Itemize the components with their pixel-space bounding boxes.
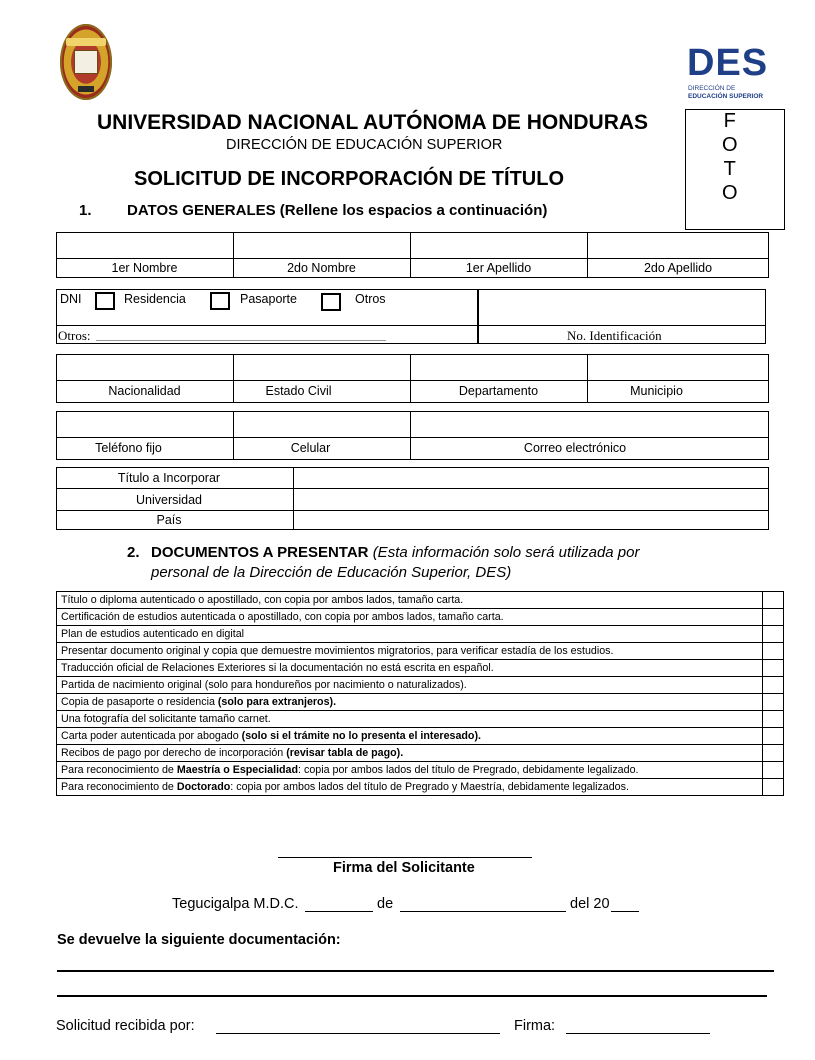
document-row (57, 660, 784, 677)
nationality-input[interactable] (57, 355, 233, 380)
document-text: Certificación de estudios autenticada o apostillado, con copia por ambos lados, tamaño carta. (57, 609, 763, 626)
seal-book (74, 50, 98, 74)
document-text: Carta poder autenticada por abogado (solo si el trámite no lo presenta el interesado). (57, 728, 763, 745)
document-checkbox[interactable] (763, 609, 784, 626)
document-row (57, 677, 784, 694)
city-label: Tegucigalpa M.D.C. (172, 896, 299, 912)
country-input[interactable] (294, 511, 768, 529)
returned-docs-line-1[interactable] (57, 970, 774, 972)
mobile-input[interactable] (234, 412, 410, 437)
month-input[interactable] (400, 911, 566, 912)
degree-label: Título a Incorporar (117, 471, 221, 485)
year-input[interactable] (611, 911, 639, 912)
university-title: UNIVERSIDAD NACIONAL AUTÓNOMA DE HONDURAS (97, 111, 649, 134)
firma-input[interactable] (566, 1033, 710, 1034)
document-text: Presentar documento original y copia que demuestre movimientos migratorios, para verificar estadía de los estudios. (57, 643, 763, 660)
department-label: Departamento (458, 384, 539, 398)
phone-input[interactable] (57, 412, 233, 437)
document-text: Copia de pasaporte o residencia (solo para extranjeros). (57, 694, 763, 711)
otros-cell (56, 325, 478, 344)
municipality-label: Municipio (630, 384, 683, 398)
photo-label: F O T O (722, 110, 738, 204)
section2-heading: 2. DOCUMENTOS A PRESENTAR (Esta información solo será utilizada por personal de la Dirección de Educación Superior, DES) (127, 544, 640, 581)
second-name-label: 2do Nombre (287, 261, 356, 275)
document-checkbox[interactable] (763, 694, 784, 711)
university-input[interactable] (294, 489, 768, 510)
returned-docs-label: Se devuelve la siguiente documentación: (57, 932, 341, 948)
pasaporte-label: Pasaporte (240, 292, 297, 306)
second-name-input[interactable] (234, 233, 410, 258)
document-row (57, 626, 784, 643)
document-row (57, 592, 784, 609)
year-label: del 20 (570, 896, 610, 912)
signature-label: Firma del Solicitante (333, 860, 475, 876)
document-text: Para reconocimiento de Maestría o Especialidad: copia por ambos lados del título de Pregrado, debidamente legalizado. (57, 762, 763, 779)
received-by-input[interactable] (216, 1033, 500, 1034)
first-surname-label: 1er Apellido (465, 261, 532, 275)
document-row (57, 745, 784, 762)
section1-heading: 1. DATOS GENERALES (Rellene los espacios a continuación) (79, 202, 548, 219)
id-number-input[interactable] (478, 289, 766, 326)
otros-type-label: Otros (355, 292, 386, 306)
document-checkbox[interactable] (763, 711, 784, 728)
first-name-input[interactable] (57, 233, 233, 258)
documents-table (56, 591, 784, 796)
document-row (57, 779, 784, 796)
department-input[interactable] (411, 355, 587, 380)
document-checkbox[interactable] (763, 762, 784, 779)
document-row (57, 728, 784, 745)
document-checkbox[interactable] (763, 745, 784, 762)
form-title: SOLICITUD DE INCORPORACIÓN DE TÍTULO (134, 168, 564, 190)
nationality-label: Nacionalidad (108, 384, 181, 398)
otros-checkbox[interactable] (321, 293, 341, 311)
document-text: Título o diploma autenticado o apostillado, con copia por ambos lados, tamaño carta. (57, 592, 763, 609)
civil-status-label: Estado Civil (265, 384, 332, 398)
email-label: Correo electrónico (523, 441, 627, 455)
document-row (57, 643, 784, 660)
document-text: Partida de nacimiento original (solo para hondureños por nacimiento o naturalizados). (57, 677, 763, 694)
des-logo-subtitle: DIRECCIÓN DE EDUCACIÓN SUPERIOR (688, 85, 764, 100)
residencia-checkbox[interactable] (210, 292, 230, 310)
document-row (57, 694, 784, 711)
unah-seal-logo (60, 24, 112, 100)
document-text: Una fotografía del solicitante tamaño carnet. (57, 711, 763, 728)
dni-checkbox[interactable] (95, 292, 115, 310)
document-checkbox[interactable] (763, 779, 784, 796)
municipality-input[interactable] (588, 355, 768, 380)
university-label: Universidad (135, 493, 202, 507)
direction-subtitle: DIRECCIÓN DE EDUCACIÓN SUPERIOR (226, 137, 503, 153)
document-checkbox[interactable] (763, 643, 784, 660)
first-name-label: 1er Nombre (111, 261, 178, 275)
des-logo: DES (687, 42, 769, 84)
document-checkbox[interactable] (763, 626, 784, 643)
dni-label: DNI (60, 292, 82, 306)
de-label: de (377, 896, 394, 912)
document-text: Plan de estudios autenticado en digital (57, 626, 763, 643)
otros-label: Otros: (58, 328, 91, 343)
seal-banner (66, 38, 106, 46)
second-surname-input[interactable] (588, 233, 768, 258)
seal-base (78, 86, 94, 92)
firma-label: Firma: (514, 1018, 556, 1034)
document-row (57, 711, 784, 728)
email-input[interactable] (411, 412, 768, 437)
document-row (57, 762, 784, 779)
document-row (57, 609, 784, 626)
mobile-label: Celular (290, 441, 331, 455)
country-label: País (156, 513, 182, 527)
document-text: Recibos de pago por derecho de incorporación (revisar tabla de pago). (57, 745, 763, 762)
degree-input[interactable] (294, 468, 768, 488)
document-checkbox[interactable] (763, 728, 784, 745)
received-by-label: Solicitud recibida por: (56, 1018, 195, 1034)
signature-line[interactable] (278, 857, 532, 858)
phone-label: Teléfono fijo (95, 441, 162, 455)
returned-docs-line-2[interactable] (57, 995, 767, 997)
document-text: Para reconocimiento de Doctorado: copia por ambos lados del título de Pregrado y Maestría, debidamente legalizados. (57, 779, 763, 796)
second-surname-label: 2do Apellido (643, 261, 713, 275)
day-input[interactable] (305, 911, 373, 912)
document-text: Traducción oficial de Relaciones Exteriores si la documentación no está escrita en español. (57, 660, 763, 677)
document-checkbox[interactable] (763, 677, 784, 694)
document-checkbox[interactable] (763, 660, 784, 677)
civil-status-input[interactable] (234, 355, 410, 380)
first-surname-input[interactable] (411, 233, 587, 258)
document-checkbox[interactable] (763, 592, 784, 609)
residencia-label: Residencia (124, 292, 186, 306)
id-number-label: No. Identificación (567, 328, 662, 343)
otros-input-line[interactable] (96, 340, 386, 341)
